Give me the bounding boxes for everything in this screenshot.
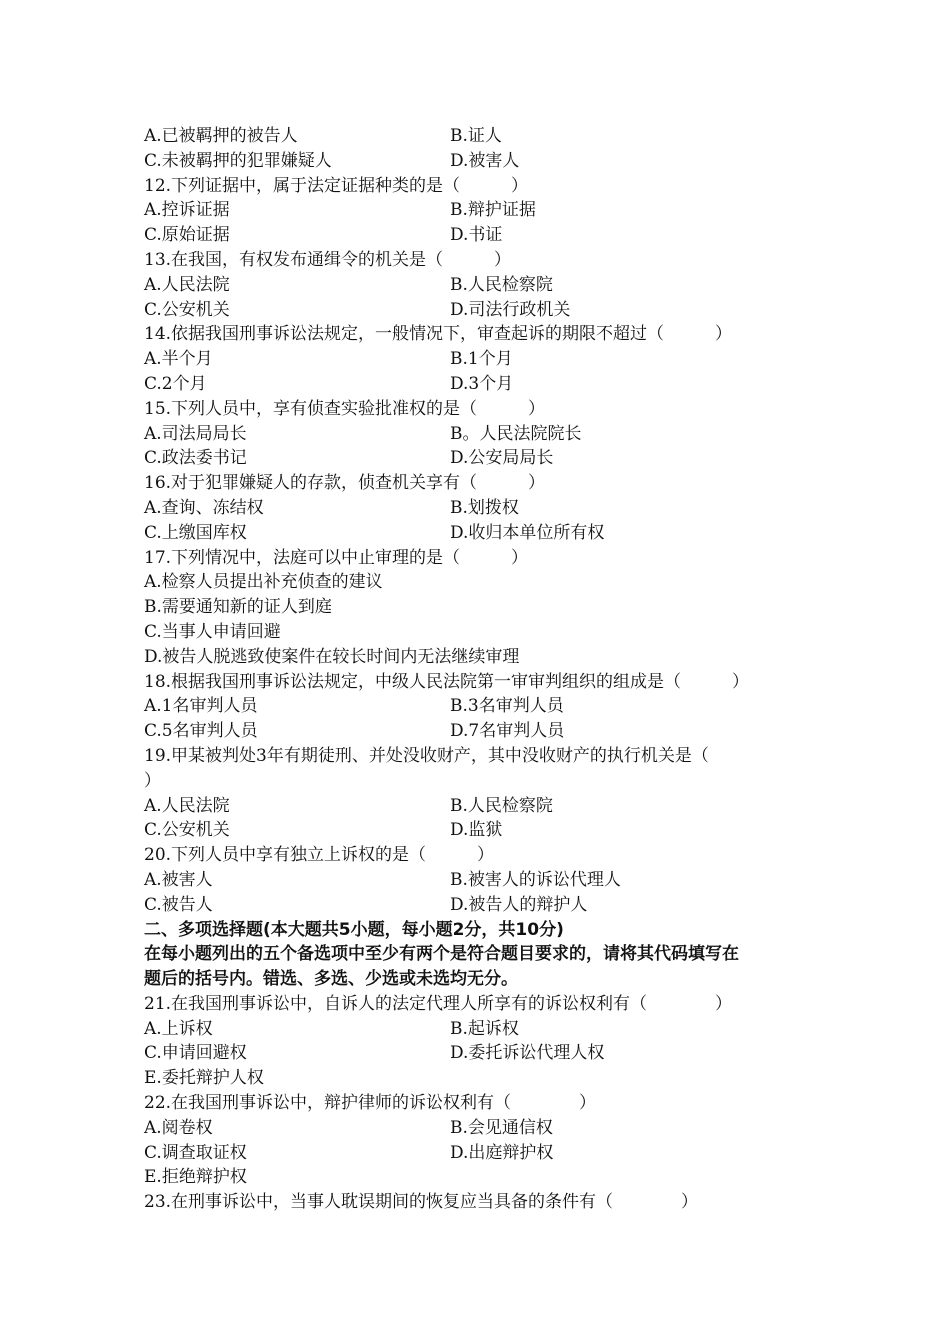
option-row	[144, 893, 824, 918]
option-row	[144, 372, 824, 397]
option-right: D.监狱	[450, 820, 503, 841]
option-left: A.人民法院	[144, 795, 230, 816]
option-row	[144, 223, 824, 248]
option-row	[144, 273, 824, 298]
question-line: C.当事人申请回避	[144, 621, 281, 642]
option-right: D.司法行政机关	[450, 299, 571, 320]
option-row	[144, 1141, 824, 1166]
option-right: B.1个月	[450, 349, 513, 370]
option-right: D.收归本单位所有权	[450, 522, 605, 543]
option-left: C.公安机关	[144, 299, 230, 320]
option-right: B.被害人的诉讼代理人	[450, 869, 621, 890]
option-left: A.已被羁押的被告人	[144, 126, 298, 146]
question-line: 21.在我国刑事诉讼中，自诉人的法定代理人所享有的诉讼权利有（ ）	[144, 993, 733, 1014]
question-line: 18.根据我国刑事诉讼法规定，中级人民法院第一审审判组织的组成是（ ）	[144, 671, 750, 692]
option-left: A.司法局局长	[144, 423, 247, 444]
option-row	[144, 719, 824, 744]
option-row	[144, 198, 824, 223]
option-row	[144, 1116, 824, 1141]
question-line: 15.下列人员中，享有侦查实验批准权的是（ ）	[144, 398, 546, 419]
option-row	[144, 496, 824, 521]
option-row	[144, 149, 824, 174]
option-right: B。人民法院院长	[450, 423, 582, 444]
question-line: D.被告人脱逃致使案件在较长时间内无法继续审理	[144, 646, 520, 667]
question-line: 14.依据我国刑事诉讼法规定，一般情况下，审查起诉的期限不超过（ ）	[144, 324, 733, 345]
question-line: 13.在我国，有权发布通缉令的机关是（ ）	[144, 249, 512, 270]
section-heading: 在每小题列出的五个备选项中至少有两个是符合题目要求的，请将其代码填写在	[144, 944, 739, 965]
option-left: A.被害人	[144, 869, 213, 890]
option-left: A.阅卷权	[144, 1117, 213, 1138]
option-row	[144, 1017, 824, 1042]
option-left: C.上缴国库权	[144, 522, 247, 543]
option-right: B.人民检察院	[450, 795, 553, 816]
option-left: C.申请回避权	[144, 1043, 247, 1064]
option-right: B.起诉权	[450, 1018, 519, 1039]
question-line: 16.对于犯罪嫌疑人的存款，侦查机关享有（ ）	[144, 473, 546, 494]
question-line: 19.甲某被判处3年有期徒刑、并处没收财产，其中没收财产的执行机关是（	[144, 745, 709, 766]
section-heading: 题后的括号内。错选、多选、少选或未选均无分。	[144, 969, 518, 990]
question-line: 20.下列人员中享有独立上诉权的是（ ）	[144, 845, 495, 866]
question-line: 12.下列证据中，属于法定证据种类的是（ ）	[144, 175, 529, 196]
option-right: D.被害人	[450, 150, 520, 171]
option-row	[144, 124, 824, 149]
option-right: B.会见通信权	[450, 1117, 553, 1138]
option-left: A.半个月	[144, 349, 213, 370]
option-left: A.查询、冻结权	[144, 497, 264, 518]
option-right: D.被告人的辩护人	[450, 894, 588, 915]
option-right: D.7名审判人员	[450, 721, 565, 742]
option-left: C.政法委书记	[144, 448, 247, 469]
option-left: C.原始证据	[144, 225, 230, 246]
option-row	[144, 422, 824, 447]
question-line: 22.在我国刑事诉讼中，辩护律师的诉讼权利有（ ）	[144, 1093, 597, 1114]
option-right: B.辩护证据	[450, 200, 536, 221]
option-left: A.人民法院	[144, 274, 230, 295]
option-right: B.人民检察院	[450, 274, 553, 295]
option-row	[144, 794, 824, 819]
question-line: E.拒绝辩护权	[144, 1167, 247, 1188]
option-row	[144, 1041, 824, 1066]
question-line: E.委托辩护人权	[144, 1068, 264, 1089]
option-right: D.委托诉讼代理人权	[450, 1043, 605, 1064]
question-line: ）	[144, 770, 161, 791]
option-left: C.2个月	[144, 373, 207, 394]
option-left: C.公安机关	[144, 820, 230, 841]
option-row	[144, 521, 824, 546]
option-row	[144, 694, 824, 719]
option-right: D.公安局局长	[450, 448, 554, 469]
question-line: 17.下列情况中，法庭可以中止审理的是（ ）	[144, 547, 529, 568]
section-heading: 二、多项选择题(本大题共5小题，每小题2分，共10分)	[144, 919, 564, 940]
option-right: B.3名审判人员	[450, 696, 564, 717]
option-right: B.划拨权	[450, 497, 519, 518]
option-row	[144, 347, 824, 372]
option-right: D.书证	[450, 225, 503, 246]
option-left: C.未被羁押的犯罪嫌疑人	[144, 150, 332, 171]
option-right: B.证人	[450, 126, 502, 146]
option-row	[144, 868, 824, 893]
question-line: B.需要通知新的证人到庭	[144, 597, 332, 618]
question-line: 23.在刑事诉讼中，当事人耽误期间的恢复应当具备的条件有（ ）	[144, 1192, 699, 1213]
option-left: A.上诉权	[144, 1018, 213, 1039]
option-row	[144, 446, 824, 471]
option-left: C.5名审判人员	[144, 721, 258, 742]
option-right: D.3个月	[450, 373, 514, 394]
option-row	[144, 298, 824, 323]
option-left: A.控诉证据	[144, 200, 230, 221]
option-row	[144, 818, 824, 843]
exam-content	[144, 124, 824, 1215]
option-left: C.被告人	[144, 894, 213, 915]
option-right: D.出庭辩护权	[450, 1142, 554, 1163]
question-line: A.检察人员提出补充侦查的建议	[144, 572, 383, 593]
option-left: C.调查取证权	[144, 1142, 247, 1163]
option-left: A.1名审判人员	[144, 696, 258, 717]
